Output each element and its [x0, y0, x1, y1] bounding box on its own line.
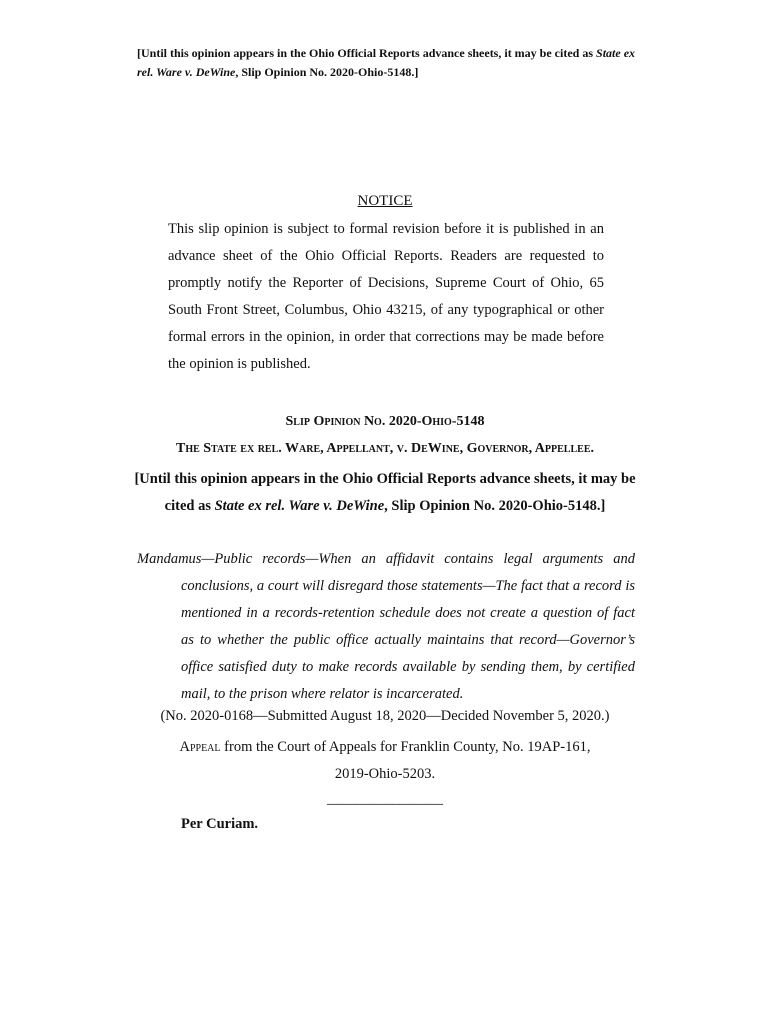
notice-title: NOTICE: [357, 193, 413, 209]
syllabus-first-line: Mandamus—Public records—When an affidavit contains legal arguments and: [137, 551, 635, 567]
notice-body: This slip opinion is subject to formal revision before it is published in an advance sheet of the Ohio Official Reports. Readers are requested to promptly notify the Reporter of Decisions, Supreme Court of Ohio, 65 South Front Street, Columbus, Ohio 43215, of any typographical or other formal errors in the opinion, in order that corrections may be made before the opinion is published.: [168, 221, 604, 372]
citation-note-italic-2: ex rel. Ware v. DeWine: [137, 46, 636, 79]
citation-note-prefix: [Until this opinion appears in the Ohio Official Reports advance sheets, it may be cited as: [137, 46, 597, 60]
syllabus-continuation: conclusions, a court will disregard those statements—The fact that a record is mentioned in a records-retention schedule does not create a question of fact as to whether the public office actually maintains that record—Governor’s office satisfied duty to make records available by sending them, by certified mail, to the prison where relator is incarcerated.: [181, 578, 635, 702]
appeal-citation: 2019-Ohio-5203.: [334, 766, 436, 782]
syllabus: [137, 546, 635, 708]
case-info: (No. 2020-0168—Submitted August 18, 2020—Decided November 5, 2020.): [160, 708, 610, 724]
until-note-part2: , Slip Opinion No. 2020-Ohio-5148.]: [384, 498, 606, 514]
appeal-label: Appeal: [179, 739, 221, 755]
separator-line: ________________: [327, 791, 443, 807]
citation-note-suffix: , Slip Opinion No. 2020-Ohio-5148.]: [235, 65, 419, 79]
until-note-part1: [Until this opinion appears in the Ohio Official Reports advance sheets, it may be cited as: [134, 471, 636, 514]
appeal-text: from the Court of Appeals for Franklin County, No. 19AP-161,: [220, 739, 591, 755]
per-curiam-heading: Per Curiam.: [181, 816, 259, 832]
until-citation-note: [130, 466, 640, 520]
citation-note-italic-1: State: [596, 46, 621, 60]
appeal-line: [0, 734, 770, 788]
until-note-case-name: State ex rel. Ware v. DeWine: [214, 498, 385, 514]
citation-note: [137, 44, 642, 82]
case-caption: The State ex rel. Ware, Appellant, v. DeWine, Governor, Appellee.: [175, 441, 594, 456]
slip-opinion-number: Slip Opinion No. 2020-Ohio-5148: [285, 414, 485, 429]
